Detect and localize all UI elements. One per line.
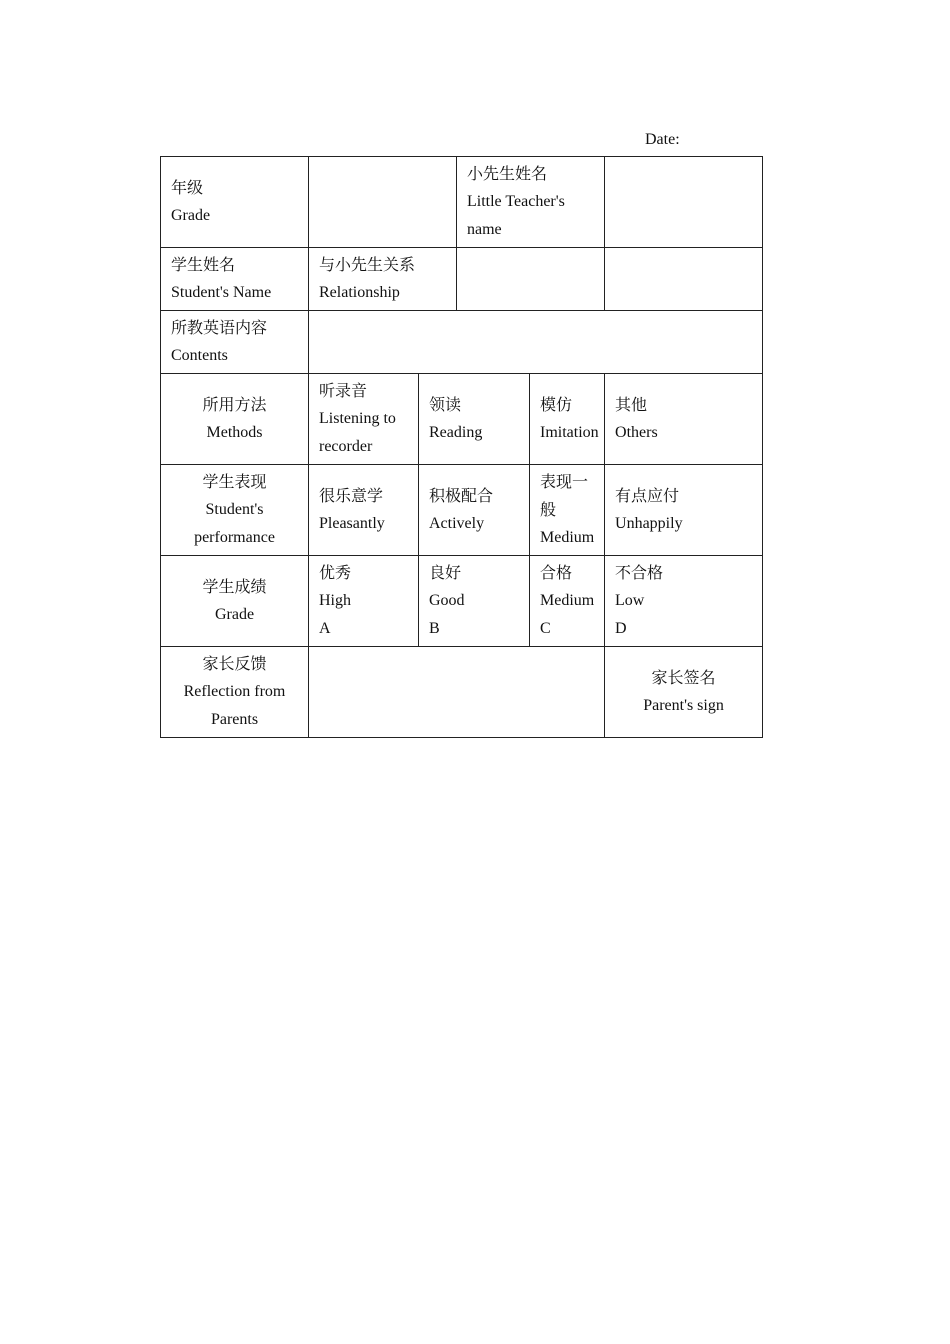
method-option-en: Others (615, 424, 658, 441)
student-name-label-cn: 学生姓名 (171, 255, 236, 274)
method-option-en: Listening to recorder (319, 410, 396, 455)
method-option[interactable] (605, 374, 763, 465)
parent-sign-label-cn: 家长签名 (651, 668, 716, 687)
little-teacher-label-en: Little Teacher's name (467, 193, 565, 238)
parent-sign-label-en: Parent's sign (643, 697, 724, 714)
performance-option-cn: 有点应付 (615, 486, 680, 505)
relationship-label-cell (309, 248, 457, 311)
grade-option-cn: 合格 (540, 563, 573, 582)
performance-option[interactable] (309, 465, 419, 556)
methods-label-cell (161, 374, 309, 465)
row-grade (161, 157, 763, 248)
row-performance (161, 465, 763, 556)
contents-input-cell[interactable] (309, 311, 763, 374)
performance-option[interactable] (419, 465, 530, 556)
grade-option-en: Good (429, 592, 465, 609)
relationship-label-en: Relationship (319, 284, 400, 301)
grade-label-cell (161, 157, 309, 248)
performance-label-en1: Student's (205, 501, 264, 518)
relationship-input-cell[interactable] (457, 248, 605, 311)
performance-label-cell (161, 465, 309, 556)
row-feedback (161, 647, 763, 738)
little-teacher-label-cell (457, 157, 605, 248)
method-option-cn: 领读 (429, 395, 462, 414)
performance-option-en: Medium (540, 529, 595, 546)
performance-label-cn: 学生表现 (202, 472, 267, 491)
feedback-label-cn: 家长反馈 (202, 654, 267, 673)
methods-label-en: Methods (206, 424, 263, 441)
grade-option-cn: 不合格 (615, 563, 664, 582)
grade-option-cn: 优秀 (319, 563, 352, 582)
performance-option-en: Unhappily (615, 515, 683, 532)
grade-option[interactable] (530, 556, 605, 647)
method-option[interactable] (530, 374, 605, 465)
method-option-cn: 听录音 (319, 381, 368, 400)
little-teacher-input-cell[interactable] (605, 157, 763, 248)
grade-option-en: High (319, 592, 351, 609)
contents-label-cell (161, 311, 309, 374)
feedback-form-table (160, 156, 763, 738)
row-contents (161, 311, 763, 374)
feedback-label-en1: Reflection from (183, 683, 286, 700)
row-methods (161, 374, 763, 465)
student-name-label-en: Student's Name (171, 284, 272, 301)
grade-label-cn: 年级 (171, 178, 204, 197)
date-label: Date: (645, 131, 680, 148)
performance-option[interactable] (530, 465, 605, 556)
performance-option-en: Pleasantly (319, 515, 385, 532)
grades-label-en: Grade (214, 606, 255, 623)
performance-option-cn: 表现一般 (540, 472, 589, 519)
grade-option-letter: A (319, 620, 331, 637)
method-option[interactable] (419, 374, 530, 465)
method-option-en: Reading (429, 424, 483, 441)
grades-label-cell (161, 556, 309, 647)
little-teacher-label-cn: 小先生姓名 (467, 164, 548, 183)
grade-input-cell[interactable] (309, 157, 457, 248)
contents-label-en: Contents (171, 347, 228, 364)
feedback-input-cell[interactable] (309, 647, 605, 738)
row-grades (161, 556, 763, 647)
grade-option[interactable] (309, 556, 419, 647)
feedback-label-cell (161, 647, 309, 738)
student-name-label-cell (161, 248, 309, 311)
grade-option-en: Medium (540, 592, 595, 609)
grade-option-letter: B (429, 620, 440, 637)
student-name-input-cell[interactable] (605, 248, 763, 311)
performance-label-en2: performance (194, 529, 275, 546)
performance-option-en: Actively (429, 515, 485, 532)
performance-option[interactable] (605, 465, 763, 556)
performance-option-cn: 很乐意学 (319, 486, 384, 505)
method-option-cn: 模仿 (540, 395, 573, 414)
method-option-en: Imitation (540, 424, 599, 441)
contents-label-cn: 所教英语内容 (171, 318, 268, 337)
method-option-cn: 其他 (615, 395, 648, 414)
grade-option-letter: D (615, 620, 627, 637)
row-student-name (161, 248, 763, 311)
grade-option-letter: C (540, 620, 551, 637)
relationship-label-cn: 与小先生关系 (319, 255, 416, 274)
grades-label-cn: 学生成绩 (202, 577, 267, 596)
grade-label-en: Grade (171, 207, 211, 224)
grade-option-cn: 良好 (429, 563, 462, 582)
grade-option[interactable] (419, 556, 530, 647)
method-option[interactable] (309, 374, 419, 465)
grade-option-en: Low (615, 592, 645, 609)
performance-option-cn: 积极配合 (429, 486, 494, 505)
methods-label-cn: 所用方法 (202, 395, 267, 414)
parent-sign-cell[interactable] (605, 647, 763, 738)
grade-option[interactable] (605, 556, 763, 647)
feedback-label-en2: Parents (210, 711, 259, 728)
